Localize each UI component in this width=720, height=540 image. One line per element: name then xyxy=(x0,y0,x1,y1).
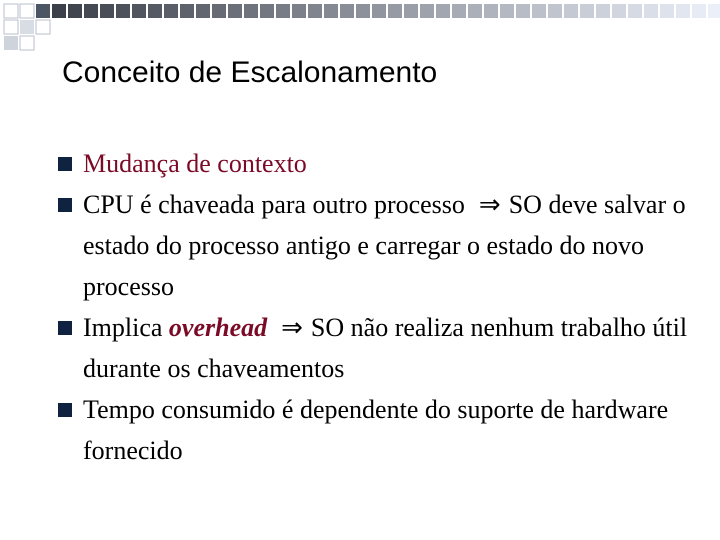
decor-square xyxy=(260,4,274,18)
decor-square xyxy=(708,4,720,18)
decor-square xyxy=(612,4,626,18)
decor-square xyxy=(436,4,450,18)
decor-square xyxy=(628,4,642,18)
decor-square xyxy=(644,4,658,18)
decor-square xyxy=(500,4,514,18)
decor-square xyxy=(276,4,290,18)
slide-title: Conceito de Escalonamento xyxy=(62,56,438,89)
decor-square xyxy=(324,4,338,18)
decor-square xyxy=(580,4,594,18)
decor-square xyxy=(516,4,530,18)
decor-square xyxy=(388,4,402,18)
overhead-emphasis: overhead xyxy=(168,313,268,342)
bullet-text-lead: Implica xyxy=(83,313,163,342)
decor-square xyxy=(468,4,482,18)
square-bullet-icon xyxy=(58,157,72,171)
decor-square xyxy=(356,4,370,18)
decor-square xyxy=(404,4,418,18)
square-bullet-icon xyxy=(58,198,72,212)
decor-square xyxy=(564,4,578,18)
decor-square xyxy=(532,4,546,18)
decor-square xyxy=(244,4,258,18)
decor-square xyxy=(116,4,130,18)
square-bullet-icon xyxy=(58,403,72,417)
decor-square xyxy=(132,4,146,18)
decor-square xyxy=(308,4,322,18)
decor-square xyxy=(84,4,98,18)
bullet-item-time-consumed xyxy=(56,389,716,471)
bullet-list xyxy=(56,143,716,471)
bullet-text-after: SO deve salvar o estado do processo antigo e carregar o estado do novo processo xyxy=(83,190,686,301)
decor-square xyxy=(484,4,498,18)
decor-square xyxy=(596,4,610,18)
bullet-text-after: SO não realiza nenhum trabalho útil durante os chaveamentos xyxy=(83,313,688,383)
bullet-text-before: CPU é chaveada para outro processo xyxy=(83,190,465,219)
decor-square xyxy=(372,4,386,18)
decor-square xyxy=(228,4,242,18)
decor-square xyxy=(660,4,674,18)
bullet-item-context-switch xyxy=(56,143,716,184)
bullet-item-overhead xyxy=(56,307,716,389)
decor-square xyxy=(676,4,690,18)
decor-square xyxy=(340,4,354,18)
decor-square xyxy=(548,4,562,18)
decor-square xyxy=(212,4,226,18)
decor-square xyxy=(148,4,162,18)
implies-arrow-icon: ⇒ xyxy=(281,313,303,342)
decorative-header-squares xyxy=(0,0,720,60)
decor-square xyxy=(196,4,210,18)
decor-square xyxy=(68,4,82,18)
implies-arrow-icon: ⇒ xyxy=(478,190,501,219)
decor-square xyxy=(692,4,706,18)
square-bullet-icon xyxy=(58,321,72,335)
decor-square xyxy=(164,4,178,18)
decor-square xyxy=(420,4,434,18)
decor-square xyxy=(100,4,114,18)
decor-square xyxy=(292,4,306,18)
decor-square xyxy=(52,4,66,18)
bullet-item-cpu-switch xyxy=(56,184,716,307)
bullet-text: Mudança de contexto xyxy=(83,149,307,178)
decor-square xyxy=(180,4,194,18)
decor-square xyxy=(452,4,466,18)
bullet-text: Tempo consumido é dependente do suporte de hardware fornecido xyxy=(83,395,669,465)
